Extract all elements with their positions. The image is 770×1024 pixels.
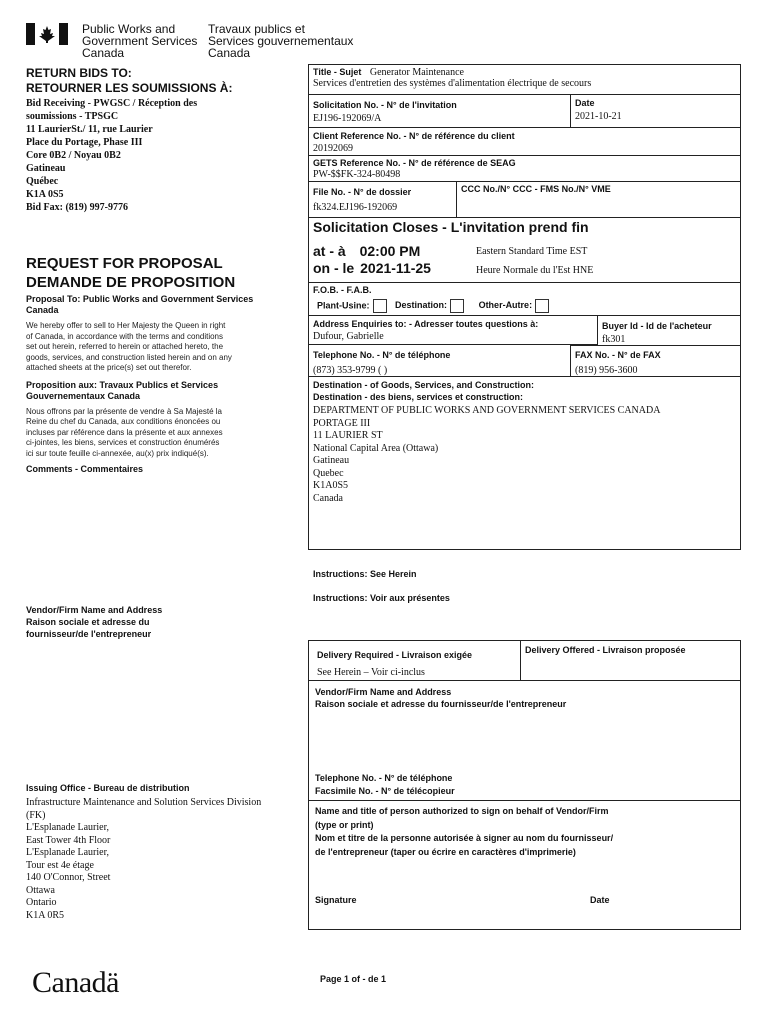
destination-line: PORTAGE III — [313, 417, 371, 429]
page-number: Page 1 of - de 1 — [320, 974, 387, 984]
vendor-name-field[interactable] — [315, 712, 735, 768]
ccc-label: CCC No./N° CCC - FMS No./N° VME — [461, 184, 611, 194]
instructions-fr: Instructions: Voir aux présentes — [313, 593, 450, 603]
authorized-person-field[interactable] — [315, 862, 735, 890]
close-date: 2021-11-25 — [360, 260, 431, 276]
vendor-label-en: Vendor/Firm Name and Address — [26, 605, 163, 615]
auth-line: Name and title of person authorized to sign on behalf of Vendor/Firm — [315, 806, 609, 816]
buyer-id-value: fk301 — [602, 334, 626, 345]
issuing-line: Ottawa — [26, 884, 55, 896]
vendor-facsimile-label: Facsimile No. - N° de télécopieur — [315, 785, 455, 796]
client-ref-label: Client Reference No. - N° de référence du client — [313, 131, 515, 141]
text-line: We hereby offer to sell to Her Majesty the Queen in right — [26, 321, 226, 330]
timezone-en: Eastern Standard Time EST — [476, 246, 588, 257]
return-address-line: Place du Portage, Phase III — [26, 137, 143, 148]
close-time: 02:00 PM — [359, 243, 421, 259]
solicitation-label: Solicitation No. - N° de l'invitation — [313, 100, 457, 110]
auth-line: Nom et titre de la personne autorisée à signer au nom du fournisseur/ — [315, 833, 614, 843]
text-line: incluses par référence dans la présente et aux annexes — [26, 427, 223, 437]
telephone-label: Telephone No. - N° de téléphone — [313, 350, 451, 360]
file-value: fk324.EJ196-192069 — [313, 202, 398, 213]
gets-label: GETS Reference No. - N° de référence de SEAG — [313, 158, 516, 168]
authorized-person-label — [315, 805, 613, 859]
destination-line: DEPARTMENT OF PUBLIC WORKS AND GOVERNMENT SERVICES CANADA — [313, 405, 661, 416]
issuing-line: L'Esplanade Laurier, — [26, 822, 110, 833]
title-value: Generator Maintenance — [369, 67, 464, 78]
issuing-office-label: Issuing Office - Bureau de distribution — [26, 783, 190, 793]
issuing-line: Ontario — [26, 897, 57, 908]
return-bids-address — [26, 97, 197, 214]
rfp-title-en: REQUEST FOR PROPOSAL — [26, 255, 223, 272]
return-address-line: Gatineau — [26, 163, 66, 174]
destination-line: Quebec — [313, 467, 344, 479]
address-enquiries-value: Dufour, Gabrielle — [313, 330, 384, 342]
destination-line: Gatineau — [313, 455, 350, 466]
dept-name-en-2: Government Services — [82, 34, 198, 48]
issuing-line: L'Esplanade Laurier, — [26, 847, 110, 858]
date-value: 2021-10-21 — [575, 111, 622, 122]
proposal-to-label: Proposal To: Public Works and Government Services Canada — [26, 294, 254, 315]
return-address-line: Bid Receiving - PWGSC / Réception des — [26, 98, 198, 109]
signature-field[interactable] — [315, 908, 575, 926]
at-label: at - à — [313, 243, 346, 259]
fax-label: FAX No. - N° de FAX — [575, 350, 661, 360]
instructions-en: Instructions: See Herein — [313, 569, 417, 579]
destination-line: Canada — [313, 492, 343, 504]
vendor-name-label-fr: Raison sociale et adresse du fournisseur/de l'entrepreneur — [315, 699, 567, 709]
solicitation-value: EJ196-192069/A — [313, 113, 382, 124]
issuing-line: Infrastructure Maintenance and Solution Services Division — [26, 797, 262, 808]
telephone-value: (873) 353-9799 ( ) — [313, 365, 388, 376]
plant-label: Plant-Usine: — [317, 300, 370, 311]
return-bids-title-fr: RETOURNER LES SOUMISSIONS À: — [26, 81, 233, 95]
vendor-telephone-label: Telephone No. - N° de téléphone — [315, 773, 453, 783]
return-address-line: soumissions - TPSGC — [26, 111, 119, 122]
dept-name-fr-2: Services gouvernementaux — [208, 34, 354, 48]
destination-checkbox[interactable] — [450, 299, 464, 313]
proposition-label: Proposition aux: Travaux Publics et Services Gouvernementaux Canada — [26, 379, 219, 401]
delivery-offered-label: Delivery Offered - Livraison proposée — [525, 645, 686, 655]
return-address-line: Core 0B2 / Noyau 0B2 — [26, 150, 121, 161]
canada-wordmark: Canadä — [32, 966, 119, 999]
rfp-title-fr: DEMANDE DE PROPOSITION — [26, 274, 236, 291]
text-line: attached sheets at the price(s) set out therefor. — [26, 363, 192, 372]
client-ref-value: 20192069 — [313, 142, 353, 154]
destination-address — [313, 405, 660, 505]
text-line: of Canada, in accordance with the terms and conditions — [26, 331, 224, 341]
issuing-line: East Tower 4th Floor — [26, 834, 111, 846]
timezone-fr: Heure Normale du l'Est HNE — [476, 265, 594, 276]
buyer-id-label: Buyer Id - Id de l'acheteur — [602, 321, 712, 331]
other-checkbox[interactable] — [535, 299, 549, 313]
proposition-text — [26, 407, 266, 460]
return-address-line: 11 LaurierSt./ 11, rue Laurier — [26, 124, 153, 135]
destination-fob-label: Destination: — [395, 300, 448, 311]
issuing-line: 140 O'Connor, Street — [26, 872, 111, 883]
issuing-line: Tour est 4e étage — [26, 859, 94, 871]
signature-date-label: Date — [590, 895, 610, 905]
government-flag-logo — [26, 23, 68, 45]
fax-value: (819) 956-3600 — [575, 365, 638, 376]
dept-name-fr-1: Travaux publics et — [208, 22, 305, 36]
closes-title: Solicitation Closes - L'invitation prend fin — [313, 219, 589, 235]
signature-label: Signature — [315, 895, 357, 905]
text-line: ci-jointes, les biens, services et construction énumérés — [26, 438, 220, 447]
destination-label-fr: Destination - des biens, services et construction: — [313, 392, 524, 402]
proposal-to-text — [26, 321, 266, 374]
vendor-name-label-en: Vendor/Firm Name and Address — [315, 687, 452, 697]
text-line: set out herein, referred to herein or attached hereto, the — [26, 342, 224, 351]
dept-name-en-3: Canada — [82, 46, 125, 60]
signature-date-field[interactable] — [590, 908, 735, 926]
on-label: on - le — [313, 260, 355, 276]
issuing-office-address — [26, 797, 261, 922]
text-line: Reine du chef du Canada, aux conditions énoncées ou — [26, 417, 221, 426]
text-line: goods, services, and construction listed herein and on any — [26, 352, 232, 362]
text-line: ici sur toute feuille ci-annexée, au(x) prix indiqué(s). — [26, 448, 209, 458]
bid-fax: Bid Fax: (819) 997-9776 — [26, 202, 128, 213]
return-bids-title-en: RETURN BIDS TO: — [26, 66, 132, 80]
gets-value: PW-$$FK-324-80498 — [313, 169, 401, 180]
destination-label-en: Destination - of Goods, Services, and Construction: — [313, 380, 535, 390]
text-line: Nous offrons par la présente de vendre à Sa Majesté la — [26, 406, 222, 416]
dept-name-en-1: Public Works and — [82, 22, 176, 36]
address-enquiries-label: Address Enquiries to: - Adresser toutes questions à: — [313, 319, 539, 329]
file-label: File No. - N° de dossier — [313, 187, 412, 197]
destination-line: 11 LAURIER ST — [313, 430, 383, 441]
date-label: Date — [575, 98, 595, 108]
vendor-label-fr-1: Raison sociale et adresse du — [26, 617, 150, 627]
destination-line: National Capital Area (Ottawa) — [313, 442, 439, 454]
title-label: Title - Sujet — [313, 67, 362, 77]
delivery-required-value: See Herein – Voir ci-inclus — [317, 667, 425, 678]
fob-label: F.O.B. - F.A.B. — [313, 285, 372, 295]
auth-line: de l'entrepreneur (taper ou écrire en caractères d'imprimerie) — [315, 846, 576, 857]
dept-name-fr-3: Canada — [208, 46, 251, 60]
comments-label: Comments - Commentaires — [26, 464, 144, 474]
return-address-line: Québec — [26, 176, 59, 187]
vendor-label-fr-2: fournisseur/de l'entrepreneur — [26, 629, 152, 639]
destination-line: K1A0S5 — [313, 480, 349, 491]
other-label: Other-Autre: — [478, 300, 533, 311]
delivery-required-label: Delivery Required - Livraison exigée — [317, 650, 473, 660]
return-address-line: K1A 0S5 — [26, 189, 64, 200]
auth-line: (type or print) — [315, 819, 374, 830]
issuing-line: (FK) — [26, 809, 46, 821]
title-value-fr: Services d'entretien des systèmes d'alimentation électrique de secours — [313, 78, 592, 89]
plant-checkbox[interactable] — [373, 299, 387, 313]
issuing-line: K1A 0R5 — [26, 909, 65, 921]
